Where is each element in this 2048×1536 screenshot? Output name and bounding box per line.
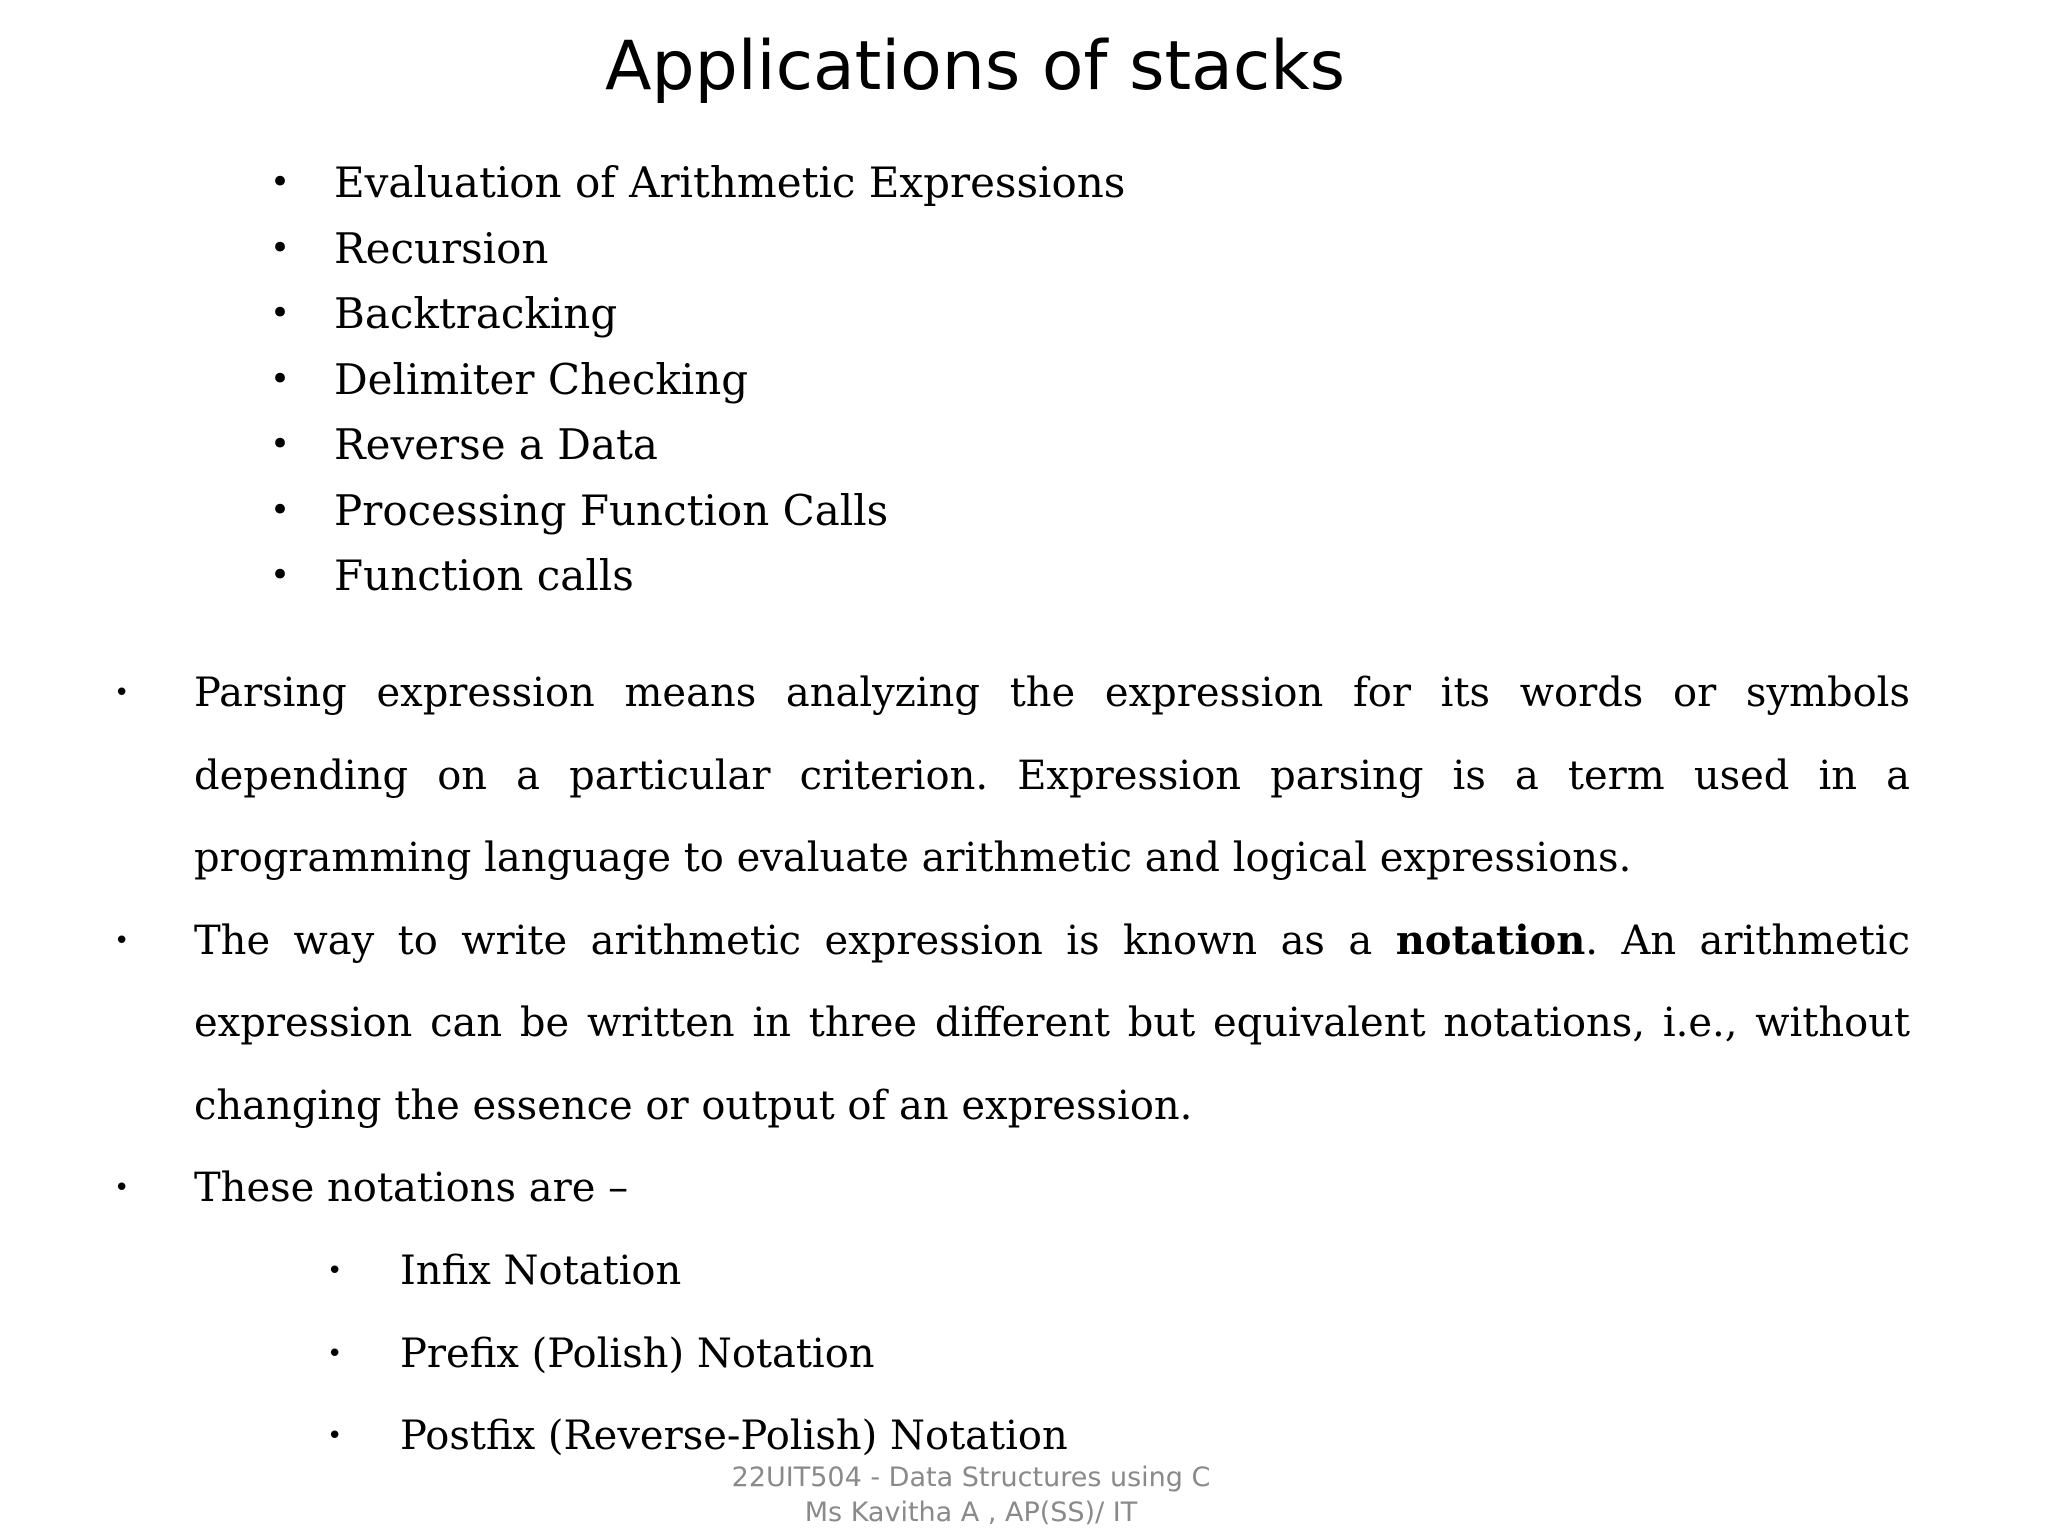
bullet-icon: • — [270, 424, 291, 464]
bullet-icon: • — [327, 1338, 343, 1369]
footer-author: Ms Kavitha A , AP(SS)/ IT — [804, 1497, 1138, 1528]
bullet-icon: • — [114, 925, 130, 956]
application-item — [270, 281, 1125, 347]
application-label: Recursion — [334, 223, 549, 273]
slide-title: Applications of stacks — [604, 27, 1346, 106]
application-item — [270, 150, 1125, 216]
description-list — [110, 652, 1910, 1230]
bullet-icon: • — [270, 227, 291, 268]
notations-intro — [110, 1147, 1910, 1230]
bullet-icon: • — [327, 1256, 343, 1286]
notations-list — [323, 1230, 1068, 1478]
parsing-text: Parsing expression means analyzing the expression for its words or symbols depending on a particular criterion. Expression parsing is a term used in a programming language to evaluate arithmetic and logical expressions. — [194, 670, 1910, 881]
notation-label: Prefix (Polish) Notation — [400, 1330, 875, 1377]
applications-list — [270, 150, 1125, 609]
application-label: Function calls — [334, 551, 634, 600]
bullet-icon: • — [270, 358, 291, 399]
bullet-icon: • — [114, 678, 130, 708]
notation-keyword: notation — [1395, 916, 1586, 964]
application-item — [270, 412, 1125, 478]
notation-label: Postfix (Reverse-Polish) Notation — [400, 1413, 1068, 1459]
application-label: Delimiter Checking — [334, 354, 749, 404]
bullet-icon: • — [114, 1173, 130, 1203]
bullet-icon: • — [270, 162, 291, 202]
notations-intro-text: These notations are – — [194, 1165, 629, 1211]
bullet-icon: • — [270, 489, 291, 530]
bullet-icon: • — [270, 555, 291, 595]
bullet-icon: • — [270, 293, 291, 333]
slide-footer — [0, 1460, 1942, 1530]
notation-label: Infix Notation — [400, 1248, 682, 1294]
application-label: Backtracking — [334, 289, 618, 338]
parsing-paragraph — [110, 652, 1910, 900]
application-item — [270, 216, 1125, 282]
application-label: Evaluation of Arithmetic Expressions — [334, 158, 1126, 207]
application-item — [270, 543, 1125, 609]
application-item — [270, 478, 1125, 544]
application-item — [270, 347, 1125, 413]
notation-paragraph — [110, 900, 1910, 1148]
footer-course: 22UIT504 - Data Structures using C — [731, 1462, 1211, 1493]
notation-text-before: The way to write arithmetic expression is known as a — [194, 917, 1396, 964]
notation-item — [323, 1313, 1068, 1396]
notation-text-after: . An arithmetic expression can be written in three different but equivalent notations, i.e., without changing the essence or output of an expression. — [194, 917, 1910, 1129]
application-label: Processing Function Calls — [334, 485, 889, 535]
bullet-icon: • — [327, 1421, 343, 1451]
notation-item — [323, 1230, 1068, 1313]
application-label: Reverse a Data — [334, 420, 658, 469]
